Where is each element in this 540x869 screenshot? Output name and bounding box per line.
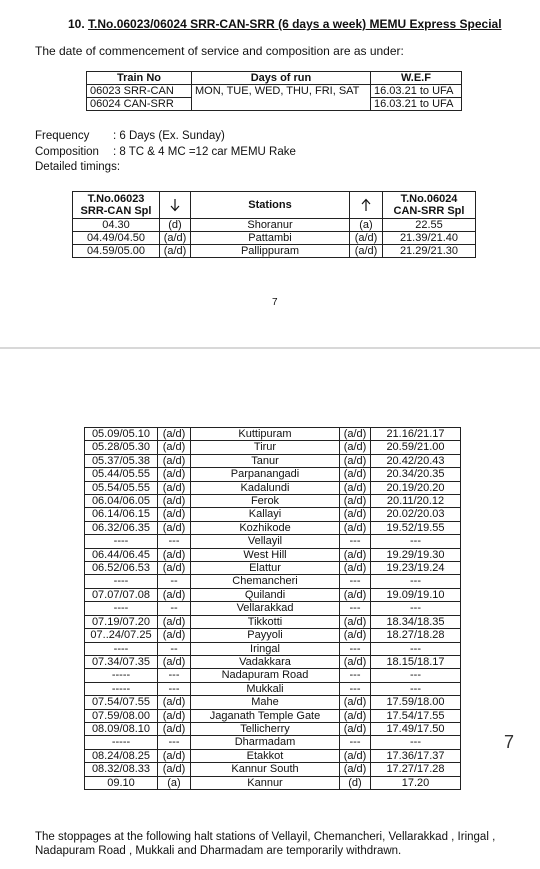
time-06024: 20.19/20.20: [371, 481, 461, 494]
status-06024: (a/d): [340, 629, 371, 642]
time-06024: 17.36/17.37: [371, 749, 461, 762]
status-06023: (a/d): [158, 696, 191, 709]
status-06023: (a/d): [158, 629, 191, 642]
status-06024: (a/d): [340, 454, 371, 467]
status-06024: (a/d): [350, 232, 383, 245]
heading-title: T.No.06023/06024 SRR-CAN-SRR (6 days a week) MEMU Express Special: [88, 17, 502, 31]
status-06024: (a/d): [340, 495, 371, 508]
time-06024: 22.55: [383, 219, 476, 232]
station-name: Kannur: [191, 776, 340, 789]
time-06023: 06.14/06.15: [85, 508, 158, 521]
service-table: [86, 71, 462, 111]
station-name: Kuttipuram: [191, 428, 340, 441]
up-arrow-icon: [350, 192, 383, 219]
status-06023: (a/d): [158, 468, 191, 481]
time-06024: ---: [371, 642, 461, 655]
time-06024: 20.59/21.00: [371, 441, 461, 454]
timing-row: [85, 763, 461, 776]
timing-row: [85, 736, 461, 749]
status-06024: (a/d): [340, 562, 371, 575]
header-stations: Stations: [191, 192, 350, 219]
timing-header-row: [73, 192, 476, 219]
time-06023: -----: [85, 669, 158, 682]
halt-note: The stoppages at the following halt stations of Vellayil, Chemancheri, Vellarakkad , Iringal , Nadapuram Road , Mukkali and Dharmadam are temporarily withdrawn.: [35, 831, 496, 857]
time-06024: 18.27/18.28: [371, 629, 461, 642]
station-name: Chemancheri: [191, 575, 340, 588]
status-06024: ---: [340, 736, 371, 749]
status-06024: (a): [350, 219, 383, 232]
station-name: Shoranur: [191, 219, 350, 232]
time-06023: 07.07/07.08: [85, 588, 158, 601]
heading-number: 10.: [68, 17, 85, 31]
time-06024: ---: [371, 602, 461, 615]
status-06023: (a/d): [158, 454, 191, 467]
time-06024: 18.15/18.17: [371, 655, 461, 668]
status-06024: (d): [340, 776, 371, 789]
page-gap: [0, 349, 540, 419]
time-06024: 21.16/21.17: [371, 428, 461, 441]
timing-row: [85, 535, 461, 548]
station-name: Payyoli: [191, 629, 340, 642]
time-06023: 07..24/07.25: [85, 629, 158, 642]
station-name: Kannur South: [191, 763, 340, 776]
timing-row: [85, 562, 461, 575]
status-06023: (a/d): [158, 763, 191, 776]
status-06023: (d): [160, 219, 191, 232]
col-train-no: Train No: [87, 72, 192, 85]
timing-row: [85, 454, 461, 467]
time-06024: 19.23/19.24: [371, 562, 461, 575]
station-name: Mukkali: [191, 682, 340, 695]
timing-body-page2: [85, 428, 461, 790]
status-06024: (a/d): [340, 696, 371, 709]
time-06023: 05.28/05.30: [85, 441, 158, 454]
timing-row: [85, 521, 461, 534]
time-06023: 08.09/08.10: [85, 722, 158, 735]
status-06024: (a/d): [340, 428, 371, 441]
status-06023: (a): [158, 776, 191, 789]
status-06024: (a/d): [340, 521, 371, 534]
status-06023: (a/d): [158, 428, 191, 441]
timing-row: [85, 481, 461, 494]
status-06024: ---: [340, 642, 371, 655]
time-06023: 07.34/07.35: [85, 655, 158, 668]
time-06024: 21.29/21.30: [383, 245, 476, 258]
time-06024: 20.11/20.12: [371, 495, 461, 508]
station-name: Dharmadam: [191, 736, 340, 749]
timing-table-page1: [72, 191, 476, 258]
header-06024: [383, 192, 476, 219]
status-06023: (a/d): [158, 749, 191, 762]
time-06024: ---: [371, 669, 461, 682]
time-06024: ---: [371, 682, 461, 695]
station-name: Kozhikode: [191, 521, 340, 534]
status-06023: (a/d): [160, 245, 191, 258]
status-06024: ---: [340, 602, 371, 615]
frequency-label: Frequency: [35, 130, 90, 142]
status-06024: (a/d): [340, 548, 371, 561]
status-06023: (a/d): [158, 521, 191, 534]
timing-row: [73, 219, 476, 232]
status-06024: (a/d): [350, 245, 383, 258]
time-06023: 06.32/06.35: [85, 521, 158, 534]
time-06024: 17.59/18.00: [371, 696, 461, 709]
status-06023: ---: [158, 736, 191, 749]
status-06024: (a/d): [340, 722, 371, 735]
timing-row: [85, 428, 461, 441]
timing-row: [85, 655, 461, 668]
station-name: Parpanangadi: [191, 468, 340, 481]
status-06024: ---: [340, 535, 371, 548]
time-06023: 05.37/05.38: [85, 454, 158, 467]
time-06024: 20.02/20.03: [371, 508, 461, 521]
timing-row: [85, 441, 461, 454]
station-name: Tellicherry: [191, 722, 340, 735]
header-06023-line2: SRR-CAN Spl: [80, 205, 152, 217]
timing-row: [85, 682, 461, 695]
time-06023: 06.44/06.45: [85, 548, 158, 561]
service-header-row: [87, 72, 462, 85]
station-name: Kadalundi: [191, 481, 340, 494]
time-06023: 07.19/07.20: [85, 615, 158, 628]
status-06023: --: [158, 642, 191, 655]
status-06023: (a/d): [158, 548, 191, 561]
station-name: Kallayi: [191, 508, 340, 521]
status-06023: (a/d): [160, 232, 191, 245]
status-06023: --: [158, 602, 191, 615]
page-number: 7: [272, 297, 278, 308]
status-06023: (a/d): [158, 615, 191, 628]
header-06024-line2: CAN-SRR Spl: [393, 205, 465, 217]
time-06024: 20.42/20.43: [371, 454, 461, 467]
status-06023: (a/d): [158, 508, 191, 521]
station-name: West Hill: [191, 548, 340, 561]
time-06023: 04.49/04.50: [73, 232, 160, 245]
timing-row: [85, 548, 461, 561]
status-06024: ---: [340, 682, 371, 695]
timing-row: [85, 508, 461, 521]
status-06024: (a/d): [340, 615, 371, 628]
status-06024: (a/d): [340, 441, 371, 454]
header-06023: [73, 192, 160, 219]
timing-row: [85, 642, 461, 655]
status-06024: (a/d): [340, 655, 371, 668]
time-06024: 19.52/19.55: [371, 521, 461, 534]
station-name: Tanur: [191, 454, 340, 467]
service-wef: 16.03.21 to UFA: [371, 85, 462, 98]
time-06023: -----: [85, 682, 158, 695]
timing-row: [85, 575, 461, 588]
station-name: Nadapuram Road: [191, 669, 340, 682]
intro-text: The date of commencement of service and composition are as under:: [35, 44, 404, 58]
time-06023: -----: [85, 736, 158, 749]
timing-row: [73, 245, 476, 258]
timing-row: [85, 495, 461, 508]
timing-row: [85, 629, 461, 642]
status-06023: (a/d): [158, 588, 191, 601]
section-heading: [68, 17, 502, 31]
status-06023: ---: [158, 669, 191, 682]
timing-row: [85, 468, 461, 481]
time-06023: 04.30: [73, 219, 160, 232]
status-06024: (a/d): [340, 588, 371, 601]
time-06023: 07.54/07.55: [85, 696, 158, 709]
col-days-of-run: Days of run: [192, 72, 371, 85]
station-name: Pattambi: [191, 232, 350, 245]
time-06023: 08.32/08.33: [85, 763, 158, 776]
timing-body-page1: [73, 219, 476, 258]
status-06023: ---: [158, 682, 191, 695]
service-row: [87, 85, 462, 98]
composition-line: [35, 146, 296, 158]
status-06024: (a/d): [340, 763, 371, 776]
time-06023: ----: [85, 642, 158, 655]
status-06024: (a/d): [340, 749, 371, 762]
time-06024: ---: [371, 736, 461, 749]
station-name: Mahe: [191, 696, 340, 709]
status-06023: (a/d): [158, 722, 191, 735]
station-name: Pallippuram: [191, 245, 350, 258]
timing-row: [85, 588, 461, 601]
station-name: Elattur: [191, 562, 340, 575]
time-06023: ----: [85, 535, 158, 548]
composition-label: Composition: [35, 146, 99, 158]
time-06024: 17.27/17.28: [371, 763, 461, 776]
station-name: Jaganath Temple Gate: [191, 709, 340, 722]
side-page-number: 7: [504, 732, 515, 752]
station-name: Iringal: [191, 642, 340, 655]
header-06023-line1: T.No.06023: [87, 193, 145, 205]
station-name: Ferok: [191, 495, 340, 508]
timing-row: [85, 709, 461, 722]
time-06024: 21.39/21.40: [383, 232, 476, 245]
time-06024: ---: [371, 535, 461, 548]
timing-row: [85, 615, 461, 628]
down-arrow-icon: [160, 192, 191, 219]
service-train: 06024 CAN-SRR: [87, 98, 192, 111]
status-06024: (a/d): [340, 709, 371, 722]
time-06024: 18.34/18.35: [371, 615, 461, 628]
time-06023: 06.52/06.53: [85, 562, 158, 575]
frequency-line: [35, 130, 225, 142]
time-06024: ---: [371, 575, 461, 588]
time-06024: 19.29/19.30: [371, 548, 461, 561]
station-name: Vellayil: [191, 535, 340, 548]
time-06023: ----: [85, 602, 158, 615]
status-06023: (a/d): [158, 481, 191, 494]
time-06024: 17.49/17.50: [371, 722, 461, 735]
service-days: MON, TUE, WED, THU, FRI, SAT: [192, 85, 371, 111]
header-06024-line1: T.No.06024: [400, 193, 458, 205]
station-name: Vellarakkad: [191, 602, 340, 615]
time-06023: 05.44/05.55: [85, 468, 158, 481]
status-06023: --: [158, 575, 191, 588]
status-06024: ---: [340, 669, 371, 682]
status-06023: (a/d): [158, 709, 191, 722]
status-06023: (a/d): [158, 562, 191, 575]
timing-row: [85, 722, 461, 735]
status-06023: (a/d): [158, 495, 191, 508]
station-name: Vadakkara: [191, 655, 340, 668]
status-06024: (a/d): [340, 508, 371, 521]
status-06023: ---: [158, 535, 191, 548]
timing-row: [85, 669, 461, 682]
time-06023: 08.24/08.25: [85, 749, 158, 762]
composition-value: : 8 TC & 4 MC =12 car MEMU Rake: [113, 146, 296, 158]
time-06023: 04.59/05.00: [73, 245, 160, 258]
service-train: 06023 SRR-CAN: [87, 85, 192, 98]
time-06023: 06.04/06.05: [85, 495, 158, 508]
frequency-value: : 6 Days (Ex. Sunday): [113, 130, 225, 142]
status-06024: (a/d): [340, 481, 371, 494]
status-06024: (a/d): [340, 468, 371, 481]
service-wef: 16.03.21 to UFA: [371, 98, 462, 111]
time-06024: 17.20: [371, 776, 461, 789]
status-06023: (a/d): [158, 655, 191, 668]
col-wef: W.E.F: [371, 72, 462, 85]
timing-row: [85, 696, 461, 709]
time-06023: 05.09/05.10: [85, 428, 158, 441]
time-06023: 07.59/08.00: [85, 709, 158, 722]
timing-table-page2: [84, 427, 461, 790]
time-06024: 17.54/17.55: [371, 709, 461, 722]
timing-row: [73, 232, 476, 245]
station-name: Tikkotti: [191, 615, 340, 628]
time-06023: 09.10: [85, 776, 158, 789]
time-06023: 05.54/05.55: [85, 481, 158, 494]
timing-row: [85, 749, 461, 762]
timing-row: [85, 776, 461, 789]
time-06024: 19.09/19.10: [371, 588, 461, 601]
station-name: Etakkot: [191, 749, 340, 762]
timing-row: [85, 602, 461, 615]
time-06023: ----: [85, 575, 158, 588]
detailed-label: Detailed timings:: [35, 161, 121, 173]
time-06024: 20.34/20.35: [371, 468, 461, 481]
status-06023: (a/d): [158, 441, 191, 454]
station-name: Tirur: [191, 441, 340, 454]
status-06024: ---: [340, 575, 371, 588]
station-name: Quilandi: [191, 588, 340, 601]
